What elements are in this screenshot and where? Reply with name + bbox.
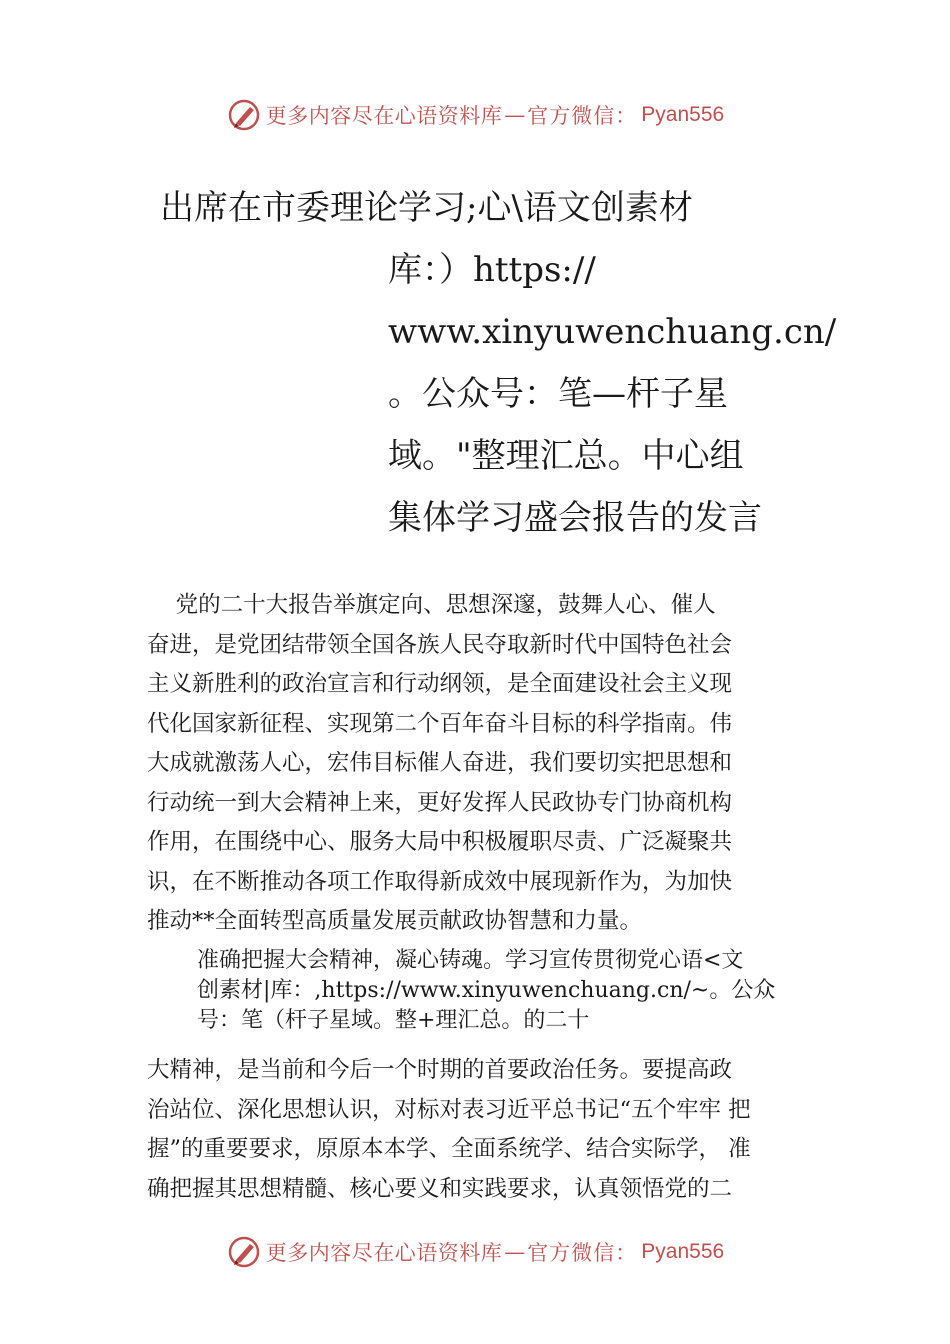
paragraph-line: 创素材|库：,https://www.xinyuwenchuang.cn/~。公众 xyxy=(197,978,776,1003)
wechat-id: Pyan556 xyxy=(641,103,725,126)
pen-logo-icon xyxy=(226,97,262,133)
header-banner xyxy=(0,95,950,135)
paragraph-2 xyxy=(197,946,857,1036)
title-line-1: 出席在市委理论学习;心\语文创素材 xyxy=(160,188,693,228)
site-name: 更多内容尽在心语资料库 xyxy=(265,104,503,128)
paragraph-line: 党的二十大报告举旗定向、思想深邃，鼓舞人心、催人 xyxy=(147,592,716,618)
footer-banner xyxy=(0,1232,950,1272)
paragraph-line: 识，在不断推动各项工作取得新成效中展现新作为，为加快 xyxy=(147,868,733,895)
title-line-6: 集体学习盛会报告的发言 xyxy=(388,498,762,538)
site-name: 更多内容尽在心语资料库 xyxy=(265,1241,503,1265)
title-line-5: 域。"整理汇总。中心组 xyxy=(388,436,744,476)
wechat-label: 官方微信： xyxy=(527,104,638,128)
paragraph-line: 代化国家新征程、实现第二个百年奋斗目标的科学指南。伟 xyxy=(147,710,733,737)
separator-dash: — xyxy=(504,1240,526,1264)
title-line-4: 。公众号：笔—杆子星 xyxy=(388,374,728,414)
paragraph-line: 治站位、深化思想认识，对标对表习近平总书记“五个牢牢 把 xyxy=(147,1096,751,1123)
paragraph-3 xyxy=(147,1051,807,1209)
separator-dash: — xyxy=(504,103,526,127)
paragraph-1 xyxy=(147,586,807,942)
pen-logo-icon xyxy=(226,1234,262,1270)
title-line-2: 库：）https:// xyxy=(388,250,596,290)
paragraph-line: 大成就激荡人心，宏伟目标催人奋进，我们要切实把思想和 xyxy=(147,750,733,776)
paragraph-line: 作用，在围绕中心、服务大局中积极履职尽责、广泛凝聚共 xyxy=(147,829,733,855)
paragraph-line: 握”的重要要求，原原本本学、全面系统学、结合实际学， 准 xyxy=(147,1136,751,1162)
wechat-label: 官方微信： xyxy=(527,1241,638,1265)
paragraph-line: 行动统一到大会精神上来，更好发挥人民政协专门协商机构 xyxy=(147,789,733,816)
paragraph-line: 推动**全面转型高质量发展贡献政协智慧和力量。 xyxy=(147,908,643,934)
wechat-id: Pyan556 xyxy=(641,1240,725,1263)
title-line-3: www.xinyuwenchuang.cn/ xyxy=(388,312,837,352)
paragraph-line: 号：笔（杆子星域。整+理汇总。的二十 xyxy=(197,1008,590,1033)
paragraph-line: 确把握其思想精髓、核心要义和实践要求，认真领悟党的二 xyxy=(147,1175,733,1202)
paragraph-line: 奋进，是党团结带领全国各族人民夺取新时代中国特色社会 xyxy=(147,631,733,658)
paragraph-line: 准确把握大会精神，凝心铸魂。学习宣传贯彻党心语<文 xyxy=(197,948,744,973)
paragraph-line: 主义新胜利的政治宣言和行动纲领，是全面建设社会主义现 xyxy=(147,671,733,697)
paragraph-line: 大精神，是当前和今后一个时期的首要政治任务。要提高政 xyxy=(147,1057,733,1083)
